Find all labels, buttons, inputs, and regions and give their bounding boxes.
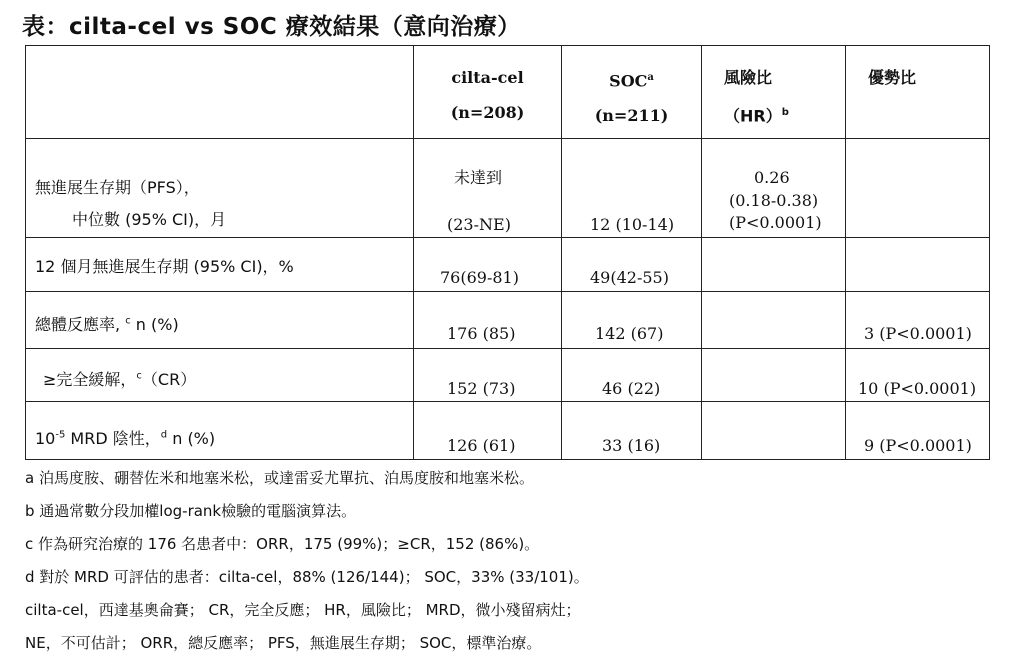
pfs-soc-value: 12 (10-14) (590, 215, 675, 234)
cr-or-value: 10 (P<0.0001) (858, 379, 977, 398)
cell-cilta (414, 238, 562, 292)
footnote-a: a 泊馬度胺、硼替佐米和地塞米松，或達雷妥尤單抗、泊馬度胺和地塞米松。 (25, 469, 534, 487)
table-header-row (26, 46, 990, 139)
cell-or (846, 238, 990, 292)
orr-soc-value: 142 (67) (595, 324, 664, 343)
row-orr-label: 總體反應率, $^c$ n (%) (35, 315, 179, 334)
row-label (26, 139, 414, 238)
cell-hr (702, 292, 846, 349)
header-cilta-n: (n=208) (450, 103, 525, 122)
row-pfs-label-1: 無進展生存期（PFS）， (35, 178, 200, 197)
pfs-cilta-ci: (23-NE) (447, 215, 511, 234)
table-row (26, 139, 990, 238)
cell-hr (702, 402, 846, 460)
page-title: 表：cilta-cel vs SOC 療效結果（意向治療） (22, 14, 521, 40)
mrd-or-value: 9 (P<0.0001) (864, 436, 972, 455)
header-or-name: 優勢比 (868, 68, 917, 87)
cell-cilta (414, 349, 562, 402)
header-empty-cell (26, 46, 414, 139)
header-hr-name: 風險比 (724, 68, 773, 87)
table-row (26, 402, 990, 460)
pfs-cilta-value: 未達到 (454, 168, 503, 187)
cr-cilta-value: 152 (73) (447, 379, 516, 398)
row-pfs-label-2: 中位數 (95% CI)，月 (72, 210, 227, 229)
footnote-c: c 作為研究治療的 176 名患者中：ORR，175 (99%)；≥CR，152 (86%)。 (25, 535, 540, 553)
header-or (846, 46, 990, 139)
row-label (26, 402, 414, 460)
cell-soc (562, 139, 702, 238)
footnotes (25, 462, 589, 660)
pfs-hr-value: 0.26 (754, 168, 790, 187)
abbreviations-1: cilta-cel，西達基奧侖賽； CR，完全反應； HR，風險比； MRD，微小殘留病灶； (25, 601, 581, 619)
mrd-soc-value: 33 (16) (602, 436, 661, 455)
row-mrd-label: $10^{-5}$ MRD 陰性，$^d$ n (%) (35, 429, 216, 448)
cell-hr (702, 139, 846, 238)
header-hr (702, 46, 846, 139)
cell-or (846, 349, 990, 402)
cell-cilta (414, 402, 562, 460)
cell-soc (562, 402, 702, 460)
row-label (26, 292, 414, 349)
header-cilta-name: cilta-cel (451, 68, 524, 87)
cell-hr (702, 238, 846, 292)
row-label (26, 238, 414, 292)
cell-or (846, 402, 990, 460)
cell-cilta (414, 292, 562, 349)
pfs-hr-ci: (0.18-0.38) (729, 191, 819, 210)
cell-hr (702, 349, 846, 402)
table-row (26, 292, 990, 349)
row-cr-label: ≥完全緩解，$^c$（CR） (43, 370, 197, 389)
mrd-cilta-value: 126 (61) (447, 436, 516, 455)
cell-or (846, 139, 990, 238)
header-hr-sup: b (781, 107, 789, 118)
table-row (26, 349, 990, 402)
header-hr-abbr: （HR） (724, 106, 782, 126)
orr-cilta-value: 176 (85) (447, 324, 516, 343)
footnote-b: b 通過常數分段加權log-rank檢驗的電腦演算法。 (25, 502, 357, 520)
12m-cilta-value: 76(69-81) (440, 268, 519, 287)
cell-soc (562, 238, 702, 292)
header-cilta (414, 46, 562, 139)
header-soc-sup: a (647, 72, 654, 83)
efficacy-table (25, 45, 990, 460)
footnote-d: d 對於 MRD 可評估的患者：cilta-cel，88% (126/144)； SOC，33% (33/101)。 (25, 568, 589, 586)
header-soc (562, 46, 702, 139)
12m-soc-value: 49(42-55) (590, 268, 669, 287)
row-label (26, 349, 414, 402)
orr-or-value: 3 (P<0.0001) (864, 324, 972, 343)
cell-soc (562, 292, 702, 349)
cell-soc (562, 349, 702, 402)
header-soc-name: SOC (609, 71, 648, 91)
table-row (26, 238, 990, 292)
cell-or (846, 292, 990, 349)
row-12m-label: 12 個月無進展生存期 (95% CI)，% (35, 257, 294, 276)
header-soc-n: (n=211) (594, 106, 669, 126)
cell-cilta (414, 139, 562, 238)
cr-soc-value: 46 (22) (602, 379, 661, 398)
abbreviations-2: NE，不可估計； ORR，總反應率； PFS，無進展生存期； SOC，標準治療。 (25, 634, 542, 652)
pfs-hr-p: (P<0.0001) (729, 213, 822, 232)
